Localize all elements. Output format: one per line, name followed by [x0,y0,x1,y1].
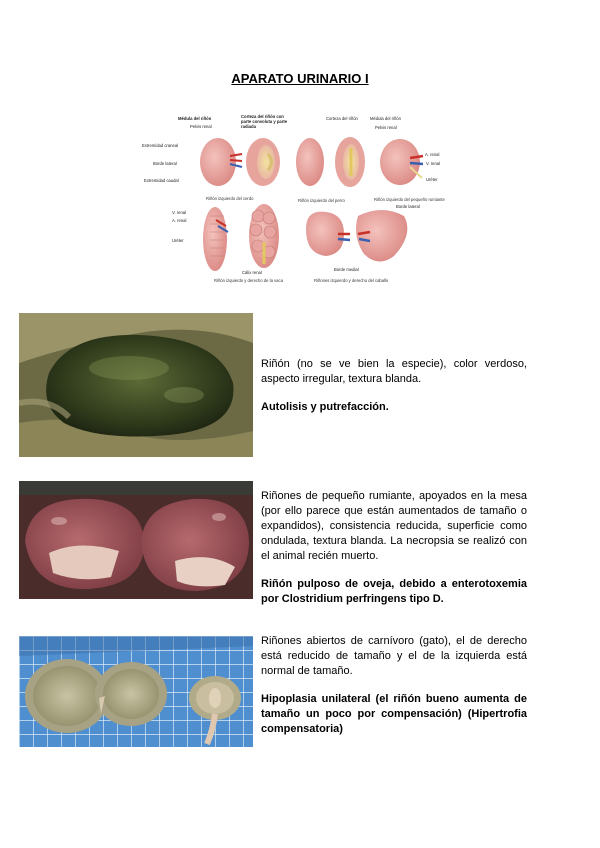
item-2-text [261,489,527,607]
label-borde-medial: Borde medial [334,267,359,272]
item-2-diagnosis: Riñón pulposo de oveja, debido a enterotoxemia por Clostridium perfringens tipo D. [261,578,527,605]
label-extremidad-craneal: Extremidad craneal [142,143,179,148]
small-ruminant-kidney [380,139,420,185]
item-3-diagnosis: Hipoplasia unilateral (el riñón bueno aumenta de tamaño un poco por compensación) (Hipertrofia compensatoria) [261,693,527,735]
caption-perro: Riñón izquierdo del perro [298,198,345,203]
item-1-description: Riñón (no se ve bien la especie), color verdoso, aspecto irregular, textura blanda. [261,358,527,385]
photo-pulpy-kidneys [19,481,253,599]
label-arteria-renal-2: A. renal [172,218,187,223]
photo-autolysed-kidney [19,313,253,457]
label-vena-renal-2: V. renal [172,210,187,215]
label-calices: Cálix renal [242,270,262,275]
label-corteza: Corteza del riñón con parte convoluta y parte radiada [241,114,288,129]
dog-kidney-exterior [296,138,324,186]
page-title: APARATO URINARIO I [231,71,369,86]
photo-cat-kidneys [19,636,253,747]
kidney-anatomy-diagram [138,104,468,286]
label-pelvis-2: Pelvis renal [375,125,397,130]
caption-cerdo: Riñón izquierdo del cerdo [206,196,254,201]
horse-kidney-right [356,210,407,262]
item-2-description: Riñones de pequeño rumiante, apoyados en la mesa (por ello parece que están aumentados de tamaño o expandidos), consistencia reducida, superficie como ondulada, textura blanda. La necropsia se realizó con el animal recién muerto. [261,490,527,562]
item-1-text [261,357,527,415]
label-extremidad-caudal: Extremidad caudal [144,178,179,183]
item-3-description: Riñones abiertos de carnívoro (gato), el de derecho está reducido de tamaño y el de la izquierda está normal de tamaño. [261,635,527,677]
label-ureter-2: Uréter [172,238,184,243]
label-borde-lateral: Borde lateral [153,161,177,166]
label-borde-lateral-2: Borde lateral [396,204,420,209]
pig-kidney-exterior [200,138,236,186]
caption-caballo: Riñones izquierdo y derecho del caballo [314,278,389,283]
label-corteza-2: Corteza del riñón [326,116,358,121]
caption-pequeno-rumiante: Riñón izquierdo del pequeño rumiante [374,197,445,202]
label-pelvis: Pelvis renal [190,124,212,129]
cow-kidney-left [203,207,227,271]
label-medula: Médula del riñón [178,116,212,121]
label-medula-2: Médula del riñón [370,116,401,121]
item-3-text [261,634,527,737]
label-ureter: Uréter [426,177,438,182]
label-vena-renal: V. renal [426,161,441,166]
kidney-anatomy-illustration [138,104,468,286]
item-1-diagnosis: Autolisis y putrefacción. [261,401,389,413]
caption-vaca: Riñón izquierdo y derecho de la vaca [214,278,283,283]
label-arteria-renal: A. renal [425,152,440,157]
